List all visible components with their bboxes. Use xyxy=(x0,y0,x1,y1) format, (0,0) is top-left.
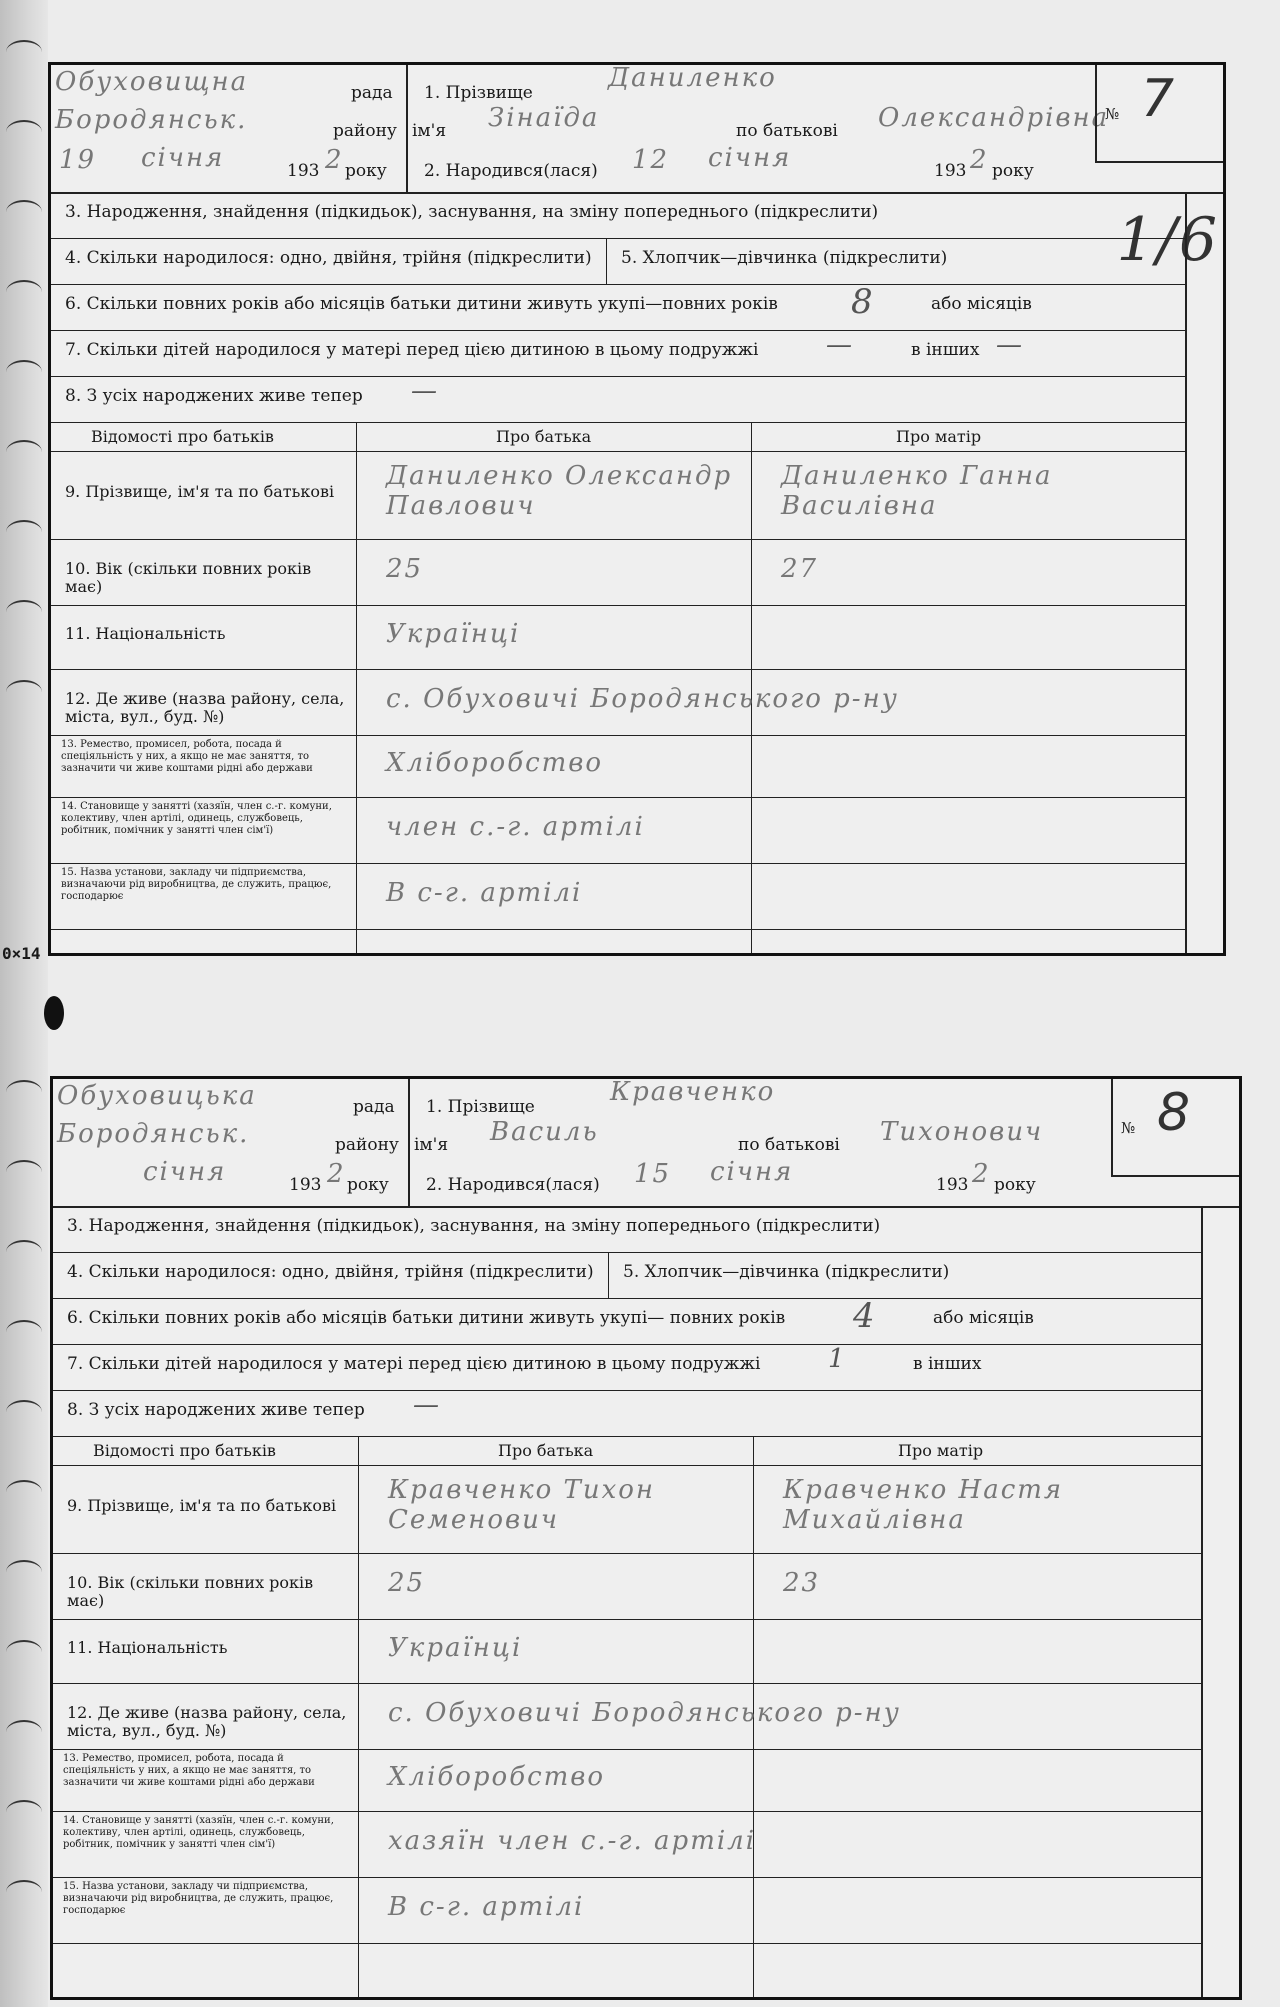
patronymic-handwritten: Олександрівна xyxy=(878,103,1110,133)
question-4-text: 4. Скільки народилося: одно, двійня, трійня (підкреслити) xyxy=(67,1262,594,1282)
row-value-shared: В с-г. артілі xyxy=(386,878,583,908)
date-suffix: року xyxy=(345,161,387,181)
parents-table xyxy=(51,422,1187,953)
raion-handwritten: Бородянськ. xyxy=(57,1119,250,1149)
row-label: 9. Прізвище, ім'я та по батькові xyxy=(65,482,335,501)
binding-ring xyxy=(6,1240,42,1264)
row-label: 10. Вік (скільки повних років має) xyxy=(67,1573,314,1610)
surname-label: 1. Прізвище xyxy=(424,83,533,103)
question-6-text: 6. Скільки повних років або місяців батьки дитини живуть укупі— повних років xyxy=(67,1308,786,1328)
row-value-shared: член с.-г. артілі xyxy=(386,812,645,842)
date-year-handwritten: 2 xyxy=(325,145,344,175)
row-value-mother: Кравченко Настя Михайлівна xyxy=(783,1475,1064,1535)
question-6-years: 4 xyxy=(853,1296,877,1336)
row-value-mother: 27 xyxy=(781,554,819,584)
question-8-text: 8. З усіх народжених живе тепер xyxy=(65,386,363,406)
parents-table-header xyxy=(53,1437,1203,1466)
question-8-text: 8. З усіх народжених живе тепер xyxy=(67,1400,365,1420)
born-year-prefix: 193 xyxy=(934,161,967,181)
question-7-text: 7. Скільки дітей народилося у матері перед цією дитиною в цьому подружжі xyxy=(65,340,759,360)
binding-ring xyxy=(6,1800,42,1824)
born-suffix: року xyxy=(992,161,1034,181)
born-label: 2. Народився(лася) xyxy=(426,1175,600,1195)
table-row xyxy=(51,451,1187,540)
born-day-handwritten: 15 xyxy=(634,1159,672,1189)
record-number: 7 xyxy=(1141,69,1175,129)
table-row xyxy=(51,797,1187,864)
binding-ring xyxy=(6,1320,42,1344)
binding-ring xyxy=(6,1640,42,1664)
header-main-block xyxy=(408,63,1110,192)
binding-ring xyxy=(6,200,42,224)
table-row xyxy=(53,1683,1203,1750)
binding-ring xyxy=(6,1160,42,1184)
parents-table-header xyxy=(51,423,1187,452)
name-label: ім'я xyxy=(414,1135,449,1155)
row-label: 11. Національність xyxy=(67,1638,228,1657)
row-value-shared: с. Обуховичі Бородянського р-ну xyxy=(388,1698,901,1728)
question-6-months-label: або місяців xyxy=(931,294,1032,314)
rada-handwritten: Обуховищна xyxy=(55,67,249,97)
row-value-shared: хазяїн член с.-г. артілі xyxy=(388,1826,757,1856)
date-suffix: року xyxy=(347,1175,389,1195)
row-value-father: 25 xyxy=(388,1568,426,1598)
binding-ring xyxy=(6,1720,42,1744)
question-7-value: — xyxy=(826,330,854,360)
question-7-value: 1 xyxy=(828,1344,847,1374)
question-6-months-label: або місяців xyxy=(933,1308,1034,1328)
binding-ring xyxy=(6,1400,42,1424)
born-year-handwritten: 2 xyxy=(970,145,989,175)
side-code: 0×14 xyxy=(2,944,41,963)
question-divider xyxy=(606,238,607,284)
question-3-text: 3. Народження, знайдення (підкидьок), заснування, на зміну попереднього (підкреслити) xyxy=(65,202,879,222)
name-handwritten: Зінаїда xyxy=(488,103,600,133)
row-value-shared: Українці xyxy=(386,619,521,649)
born-label: 2. Народився(лася) xyxy=(424,161,598,181)
question-7-other-label: в інших xyxy=(913,1354,982,1374)
record-number-box xyxy=(1111,1079,1239,1177)
question-7-other-value: — xyxy=(996,330,1024,360)
corner-note: 1/6 xyxy=(1116,205,1219,275)
question-8-value: — xyxy=(411,376,439,406)
surname-handwritten: Даниленко xyxy=(608,63,777,93)
col-header-info: Відомості про батьків xyxy=(93,1441,276,1460)
born-month-handwritten: січня xyxy=(708,143,792,173)
record-header xyxy=(51,65,1223,194)
question-4-text: 4. Скільки народилося: одно, двійня, трійня (підкреслити) xyxy=(65,248,592,268)
record-number-label: № xyxy=(1105,105,1120,123)
rada-label: рада xyxy=(353,1097,395,1117)
raion-label: району xyxy=(333,121,397,141)
row-label: 9. Прізвище, ім'я та по батькові xyxy=(67,1496,337,1515)
binding-ring xyxy=(6,600,42,624)
row-label: 15. Назва установи, закладу чи підприємства, визначаючи рід виробництва, де служить, працює, господарює xyxy=(61,867,332,902)
rada-label: рада xyxy=(351,83,393,103)
col-header-mother: Про матір xyxy=(898,1441,984,1460)
row-value-shared: Хліборобство xyxy=(386,748,604,778)
col-header-info: Відомості про батьків xyxy=(91,427,274,446)
date-month-handwritten: січня xyxy=(143,1157,227,1187)
binding-ring xyxy=(6,520,42,544)
row-value-shared: с. Обуховичі Бородянського р-ну xyxy=(386,684,899,714)
table-row xyxy=(53,1877,1203,1944)
table-row xyxy=(53,1553,1203,1620)
table-row xyxy=(51,735,1187,798)
question-4-5 xyxy=(53,1252,1203,1299)
surname-handwritten: Кравченко xyxy=(610,1077,776,1107)
date-year-prefix: 193 xyxy=(289,1175,322,1195)
question-6-years: 8 xyxy=(851,282,875,322)
date-month-handwritten: січня xyxy=(141,143,225,173)
date-year-prefix: 193 xyxy=(287,161,320,181)
table-row xyxy=(53,1811,1203,1878)
binding-ring xyxy=(6,1080,42,1104)
binding-ring xyxy=(6,1480,42,1504)
row-value-father: 25 xyxy=(386,554,424,584)
question-7-other-label: в інших xyxy=(911,340,980,360)
born-year-prefix: 193 xyxy=(936,1175,969,1195)
raion-handwritten: Бородянськ. xyxy=(55,105,248,135)
question-5-text: 5. Хлопчик—дівчинка (підкреслити) xyxy=(621,248,948,268)
question-4-5 xyxy=(51,238,1187,285)
binding-ring xyxy=(6,120,42,144)
col-header-father: Про батька xyxy=(496,427,592,446)
binding-ring xyxy=(6,1880,42,1904)
question-3-text: 3. Народження, знайдення (підкидьок), заснування, на зміну попереднього (підкреслити) xyxy=(67,1216,881,1236)
table-row xyxy=(51,863,1187,930)
row-label: 13. Ремество, промисел, робота, посада й спеціяльність у них, а якщо не має заняття, то зазначити чи живе коштами рідні або держави xyxy=(63,1753,315,1788)
row-value-mother: 23 xyxy=(783,1568,821,1598)
row-value-shared: В с-г. артілі xyxy=(388,1892,585,1922)
question-7 xyxy=(53,1344,1203,1391)
binding-ring xyxy=(6,680,42,704)
record-header xyxy=(53,1079,1239,1208)
row-value-father: Даниленко Олександр Павлович xyxy=(386,461,733,521)
table-row xyxy=(53,1749,1203,1812)
col-header-mother: Про матір xyxy=(896,427,982,446)
born-year-handwritten: 2 xyxy=(972,1159,991,1189)
row-label: 15. Назва установи, закладу чи підприємства, визначаючи рід виробництва, де служить, працює, господарює xyxy=(63,1881,334,1916)
row-label: 11. Національність xyxy=(65,624,226,643)
question-3 xyxy=(53,1206,1203,1253)
question-8 xyxy=(51,376,1187,423)
question-8-value: — xyxy=(413,1390,441,1420)
question-7-text: 7. Скільки дітей народилося у матері перед цією дитиною в цьому подружжі xyxy=(67,1354,761,1374)
patronymic-label: по батькові xyxy=(738,1135,840,1155)
birth-record-2 xyxy=(50,1076,1242,2000)
question-6 xyxy=(53,1298,1203,1345)
table-row xyxy=(53,1619,1203,1684)
table-row xyxy=(51,539,1187,606)
binding-ring xyxy=(6,1560,42,1584)
question-divider xyxy=(608,1252,609,1298)
question-5-text: 5. Хлопчик—дівчинка (підкреслити) xyxy=(623,1262,950,1282)
ink-blot xyxy=(44,996,64,1030)
born-suffix: року xyxy=(994,1175,1036,1195)
header-main-block xyxy=(410,1079,1111,1206)
name-handwritten: Василь xyxy=(490,1117,599,1147)
date-year-handwritten: 2 xyxy=(327,1159,346,1189)
patronymic-label: по батькові xyxy=(736,121,838,141)
binding-ring xyxy=(6,40,42,64)
header-left-block xyxy=(51,65,408,192)
row-value-shared: Українці xyxy=(388,1633,523,1663)
patronymic-handwritten: Тихонович xyxy=(880,1117,1044,1147)
record-number-label: № xyxy=(1121,1119,1136,1137)
row-label: 10. Вік (скільки повних років має) xyxy=(65,559,312,596)
born-month-handwritten: січня xyxy=(710,1157,794,1187)
name-label: ім'я xyxy=(412,121,447,141)
birth-record-1 xyxy=(48,62,1226,956)
binding-ring xyxy=(6,440,42,464)
row-label: 14. Становище у занятті (хазяїн, член с.-г. комуни, колективу, член артілі, одинець, службовець, робітник, помічник у занятті член сім'ї) xyxy=(63,1815,334,1850)
header-left-block xyxy=(53,1079,410,1206)
row-label: 12. Де живе (назва району, села, міста, вул., буд. №) xyxy=(65,689,345,726)
date-day-handwritten: 19 xyxy=(59,145,97,175)
question-7 xyxy=(51,330,1187,377)
row-label: 13. Ремество, промисел, робота, посада й спеціяльність у них, а якщо не має заняття, то зазначити чи живе коштами рідні або держави xyxy=(61,739,313,774)
table-row xyxy=(51,669,1187,736)
row-value-shared: Хліборобство xyxy=(388,1762,606,1792)
row-label: 14. Становище у занятті (хазяїн, член с.-г. комуни, колективу, член артілі, одинець, службовець, робітник, помічник у занятті член сім'ї) xyxy=(61,801,332,836)
question-3 xyxy=(51,192,1187,239)
surname-label: 1. Прізвище xyxy=(426,1097,535,1117)
raion-label: району xyxy=(335,1135,399,1155)
table-row xyxy=(51,605,1187,670)
parents-table xyxy=(53,1436,1203,1997)
row-value-father: Кравченко Тихон Семенович xyxy=(388,1475,656,1535)
record-number: 8 xyxy=(1157,1083,1191,1143)
born-day-handwritten: 12 xyxy=(632,145,670,175)
binding-edge xyxy=(0,0,50,2007)
question-6 xyxy=(51,284,1187,331)
question-8 xyxy=(53,1390,1203,1437)
binding-ring xyxy=(6,360,42,384)
question-6-text: 6. Скільки повних років або місяців батьки дитини живуть укупі—повних років xyxy=(65,294,778,314)
col-header-father: Про батька xyxy=(498,1441,594,1460)
row-value-mother: Даниленко Ганна Василівна xyxy=(781,461,1053,521)
row-label: 12. Де живе (назва району, села, міста, вул., буд. №) xyxy=(67,1703,347,1740)
binding-ring xyxy=(6,280,42,304)
table-row xyxy=(53,1465,1203,1554)
rada-handwritten: Обуховицька xyxy=(57,1081,257,1111)
record-number-box xyxy=(1095,65,1223,163)
